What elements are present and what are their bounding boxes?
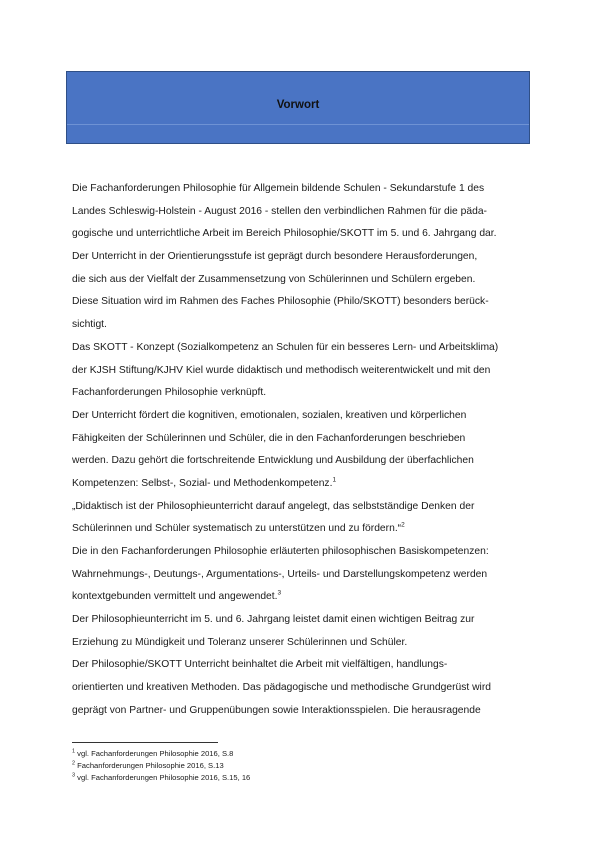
footnote-text: vgl. Fachanforderungen Philosophie 2016, S.15, 16: [75, 773, 251, 782]
text-line: sichtigt.: [72, 319, 107, 331]
text-line: Der Philosophieunterricht im 5. und 6. Jahrgang leistet damit einen wichtigen Beitrag zur: [72, 614, 475, 626]
text-line: Die in den Fachanforderungen Philosophie erläuterten philosophischen Basiskompetenzen:: [72, 546, 489, 557]
footnote: [72, 760, 472, 772]
text-line-with-footnote: [72, 473, 532, 496]
text-line: Der Philosophie/SKOTT Unterricht beinhaltet die Arbeit mit vielfältigen, handlungs-: [72, 659, 448, 671]
text-line: Der Unterricht in der Orientierungsstufe ist geprägt durch besondere Herausforderungen,: [72, 251, 478, 263]
page-title: Vorwort: [276, 99, 320, 111]
text-line: Die Fachanforderungen Philosophie für Allgemein bildende Schulen - Sekundarstufe 1 des: [72, 183, 485, 194]
footnote-reference: 1: [332, 476, 337, 484]
footnotes: [72, 748, 472, 784]
footnote-reference: 2: [401, 521, 405, 529]
text-line: Diese Situation wird im Rahmen des Faches Philosophie (Philo/SKOTT) besonders berück-: [72, 296, 489, 308]
text-line: Das SKOTT - Konzept (Sozialkompetenz an Schulen für ein besseres Lern- und Arbeitsklima): [72, 341, 499, 353]
text-line: werden. Dazu gehört die fortschreitende Entwicklung und Ausbildung der überfachlichen: [72, 455, 474, 467]
text-line: Erziehung zu Mündigkeit und Toleranz unserer Schülerinnen und Schüler.: [72, 636, 408, 648]
header-banner: [66, 71, 530, 144]
text-line: die sich aus der Vielfalt der Zusammensetzung von Schülerinnen und Schülern ergeben.: [72, 273, 476, 285]
text-line: Fähigkeiten der Schülerinnen und Schüler, die in den Fachanforderungen beschrieben: [72, 432, 466, 444]
footnote-number: 2: [72, 760, 76, 767]
text-line-content: Schülerinnen und Schüler systematisch zu unterstützen und zu fördern.“: [72, 523, 402, 535]
text-line: Der Unterricht fördert die kognitiven, emotionalen, sozialen, kreativen und körperlichen: [72, 409, 467, 421]
footnote-text: vgl. Fachanforderungen Philosophie 2016, S.8: [75, 749, 234, 758]
header-divider: [67, 124, 529, 125]
text-line-content: Kompetenzen: Selbst-, Sozial- und Methodenkompetenz.: [72, 477, 333, 489]
footnote-reference: 3: [277, 589, 282, 597]
text-line-with-footnote: [72, 586, 532, 609]
text-line: Wahrnehmungs-, Deutungs-, Argumentations-, Urteils- und Darstellungskompetenz werden: [72, 568, 488, 580]
footnote-separator: [72, 742, 218, 743]
text-line: geprägt von Partner- und Gruppenübungen sowie Interaktionsspielen. Die herausragende: [72, 704, 481, 716]
footnote: [72, 772, 472, 784]
footnote: [72, 748, 472, 760]
text-line: orientierten und kreativen Methoden. Das pädagogische und methodische Grundgerüst wird: [72, 682, 491, 694]
text-line: der KJSH Stiftung/KJHV Kiel wurde didaktisch und methodisch weiterentwickelt und mit den: [72, 364, 491, 376]
body-text: [72, 178, 532, 723]
text-line: Fachanforderungen Philosophie verknüpft.: [72, 387, 267, 399]
text-line-content: kontextgebunden vermittelt und angewendet.: [72, 591, 278, 603]
text-line: „Didaktisch ist der Philosophieunterricht darauf angelegt, das selbstständige Denken der: [72, 500, 475, 512]
footnote-text: Fachanforderungen Philosophie 2016, S.13: [75, 761, 224, 770]
text-line: Landes Schleswig-Holstein - August 2016 - stellen den verbindlichen Rahmen für die päda-: [72, 205, 487, 217]
footnote-number: 1: [72, 748, 76, 755]
text-line-with-footnote: [72, 518, 532, 541]
footnote-number: 3: [72, 772, 76, 779]
text-line: gogische und unterrichtliche Arbeit im Bereich Philosophie/SKOTT im 5. und 6. Jahrgang dar.: [72, 228, 497, 240]
